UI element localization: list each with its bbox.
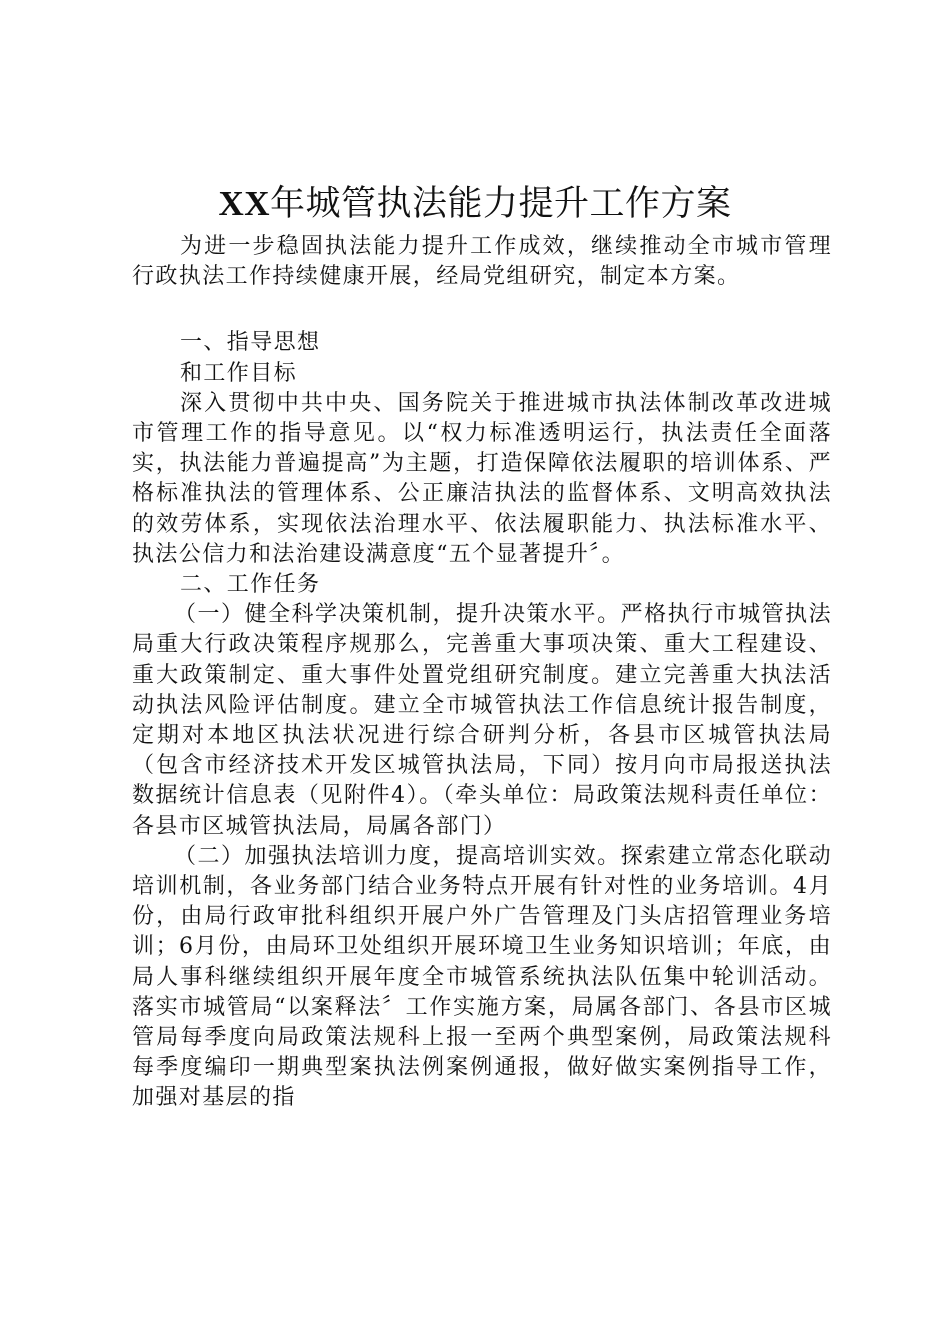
title-text: 年城管执法能力提升工作方案	[270, 184, 732, 224]
section1-heading-cont: 和工作目标	[180, 360, 298, 386]
paragraph-gap	[132, 292, 832, 328]
section2-heading: 二、工作任务	[180, 572, 321, 598]
document-title	[0, 182, 950, 226]
document-body	[132, 232, 832, 1114]
task1-paragraph: （一）健全科学决策机制，提升决策水平。严格执行市城管执法局重大行政决策程序规那么，完善重大事项决策、重大工程建设、重大政策制定、重大事件处置党组研究制度。建立完善重大执法活动执法风险评估制度。建立全市城管执法工作信息统计报告制度，定期对本地区执法状况进行综合研判分析，各县市区城管执法局（包含市经济技术开发区城管执法局，下同）按月向市局报送执法数据统计信息表（见附件4）。（牵头单位：局政策法规科责任单位：各县市区城管执法局，局属各部门）	[132, 602, 832, 839]
section1-heading: 一、指导思想	[180, 330, 321, 356]
task2-paragraph: （二）加强执法培训力度，提高培训实效。探索建立常态化联动培训机制，各业务部门结合业务特点开展有针对性的业务培训。4月份，由局行政审批科组织开展户外广告管理及门头店招管理业务培训；6月份，由局环卫处组织开展环境卫生业务知识培训；年底，由局人事科继续组织开展年度全市城管系统执法队伍集中轮训活动。落实市城管局“以案释法〞工作实施方案，局属各部门、各县市区城管局每季度向局政策法规科上报一至两个典型案例，局政策法规科每季度编印一期典型案执法例案例通报，做好做实案例指导工作，加强对基层的指	[132, 843, 832, 1111]
intro-paragraph: 为进一步稳固执法能力提升工作成效，继续推动全市城市管理行政执法工作持续健康开展，经局党组研究，制定本方案。	[132, 234, 832, 290]
section1-body: 深入贯彻中共中央、国务院关于推进城市执法体制改革改进城市管理工作的指导意见。以“权力标准透明运行，执法责任全面落实，执法能力普遍提高”为主题，打造保障依法履职的培训体系、严格标准执法的管理体系、公正廉洁执法的监督体系、文明高效执法的效劳体系，实现依法治理水平、依法履职能力、执法标准水平、执法公信力和法治建设满意度“五个显著提升〞。	[132, 390, 832, 567]
title-prefix: XX	[218, 184, 271, 223]
